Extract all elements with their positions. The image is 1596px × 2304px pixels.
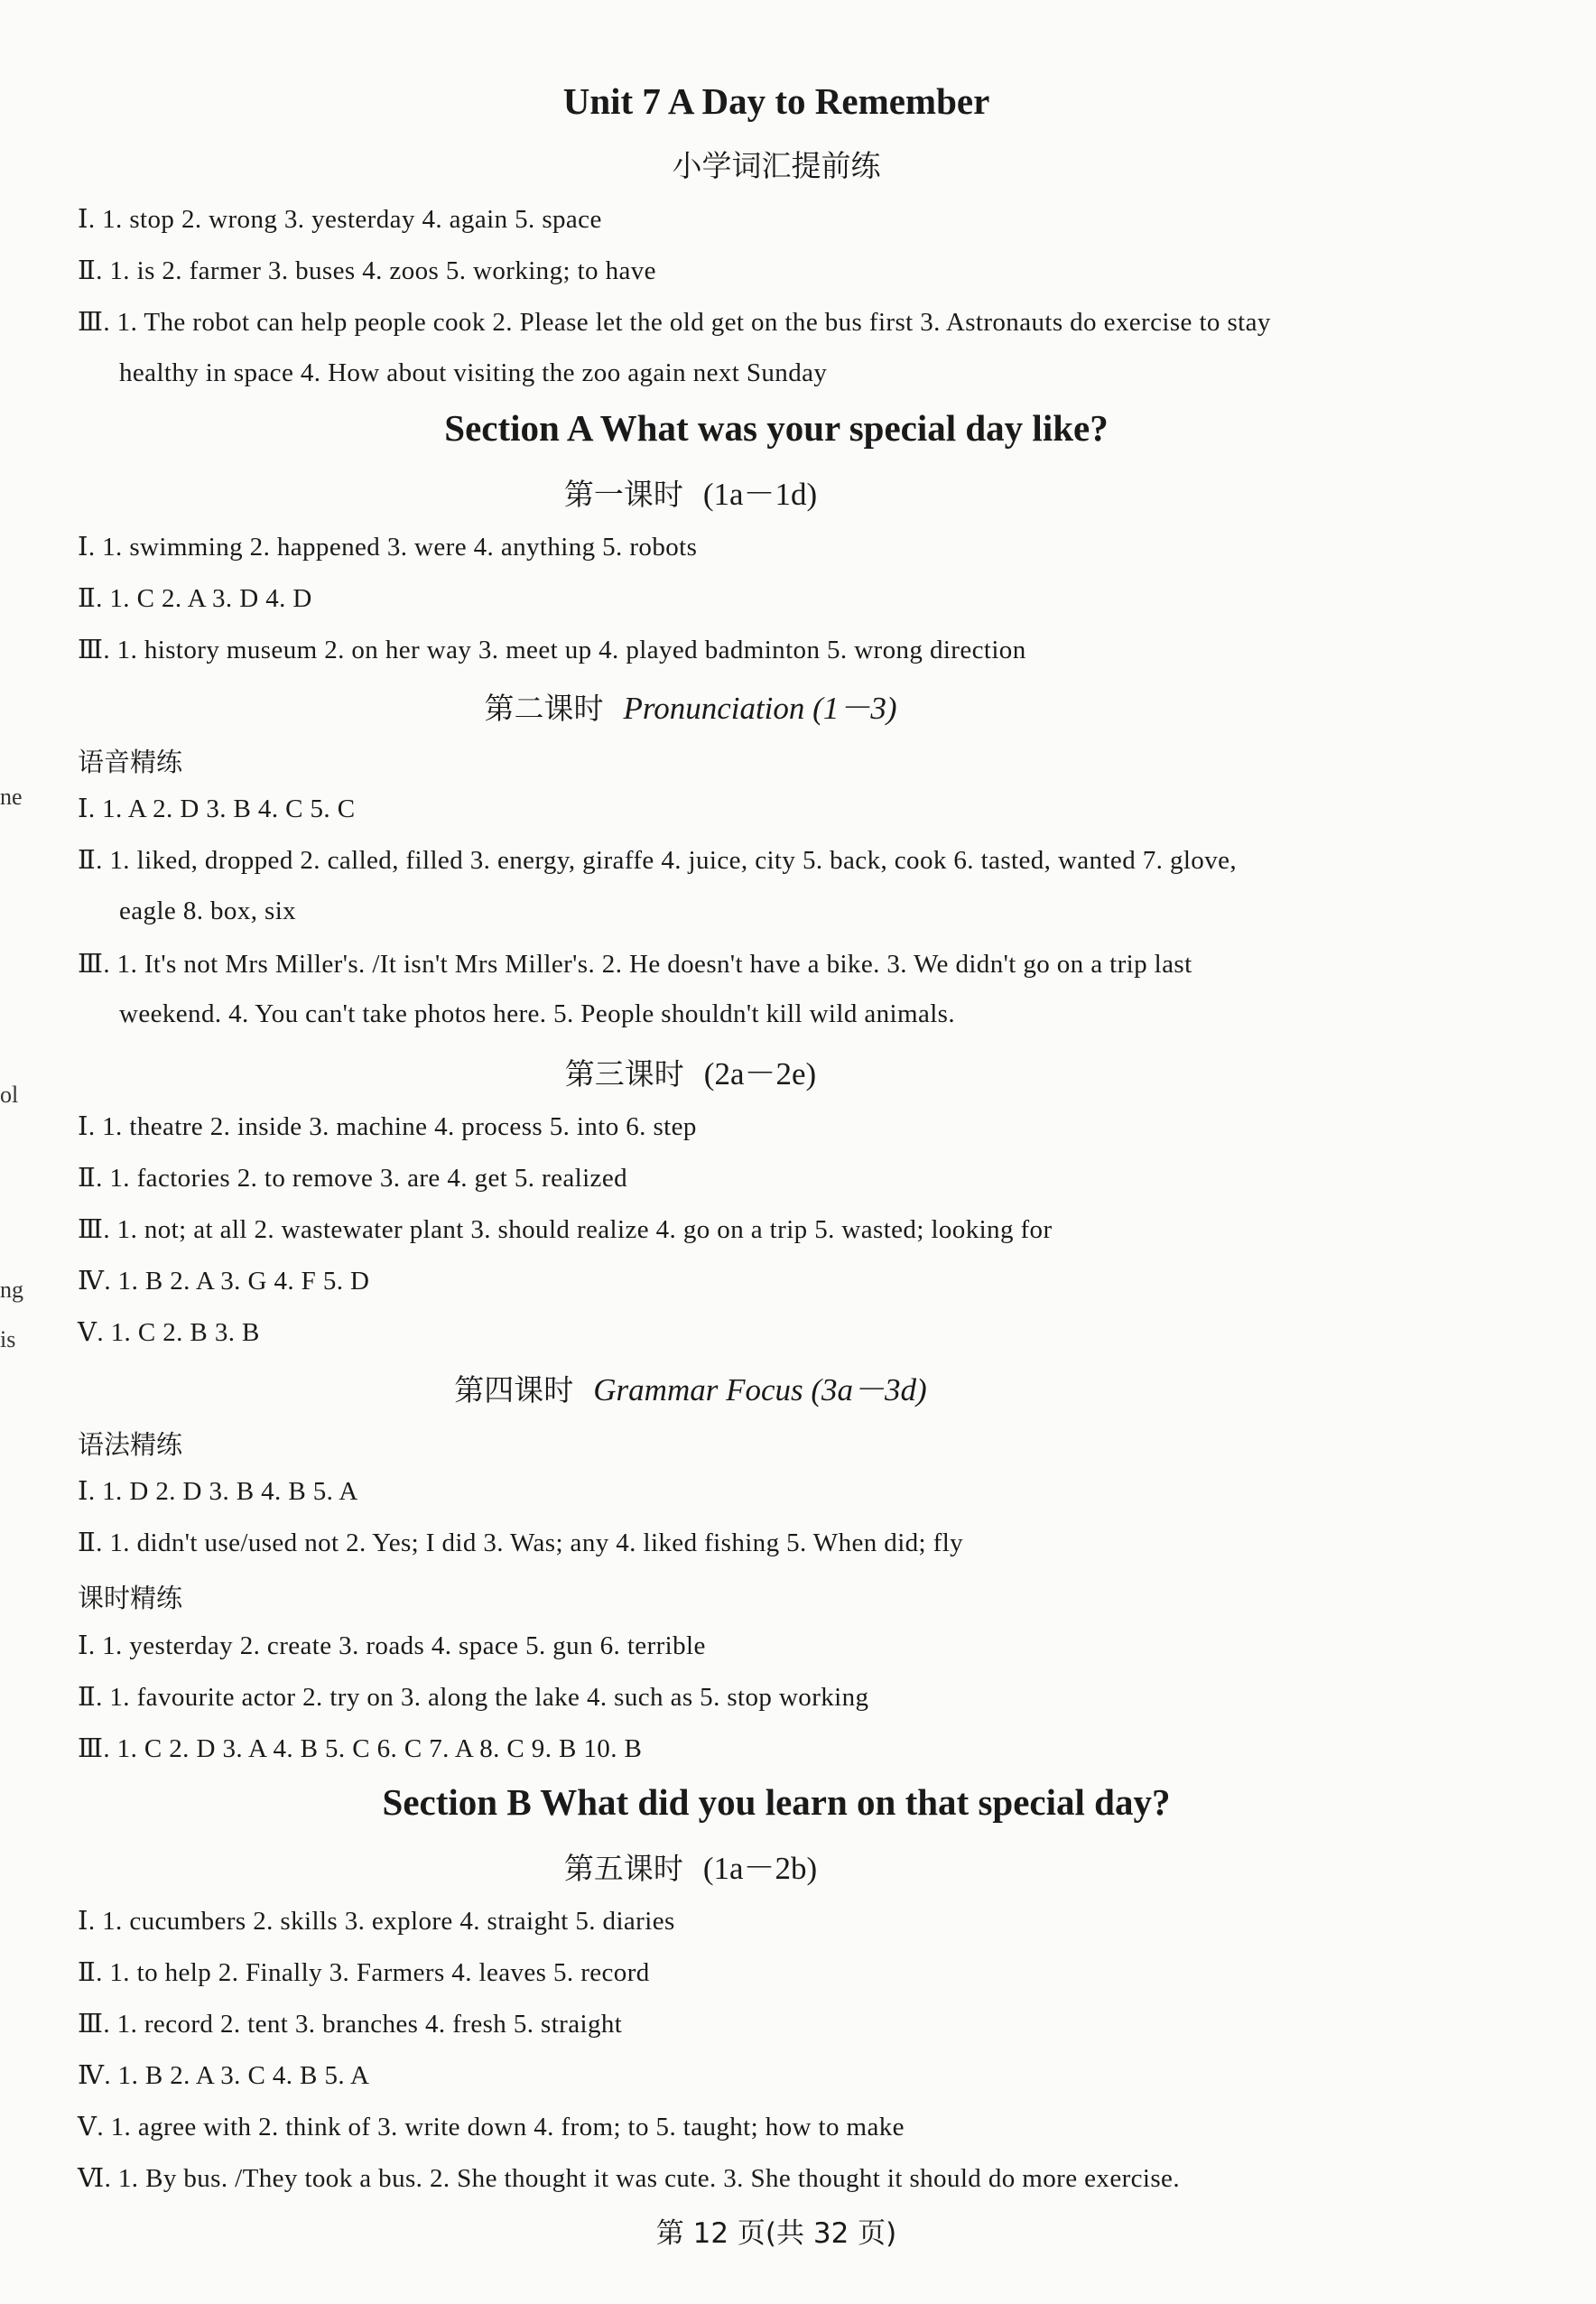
margin-fragment: is — [0, 1326, 16, 1352]
answer-line: Ⅱ. 1. favourite actor 2. try on 3. along the lake 4. such as 5. stop working — [78, 1683, 869, 1712]
lesson-2-heading — [0, 683, 1381, 729]
answer-line: Ⅳ. 1. B 2. A 3. G 4. F 5. D — [78, 1267, 370, 1296]
lesson-4-title: 第四课时 — [454, 1372, 574, 1407]
lesson-4-range: Grammar Focus (3a－3d) — [593, 1372, 927, 1407]
lesson-4-heading — [0, 1365, 1381, 1410]
answer-line: Ⅲ. 1. It's not Mrs Miller's. /It isn't Mrs Miller's. 2. He doesn't have a bike. 3. We didn't go on a trip last — [78, 950, 1192, 979]
margin-fragment: ne — [0, 784, 23, 810]
answer-line: weekend. 4. You can't take photos here. 5. People shouldn't kill wild animals. — [119, 999, 956, 1028]
lesson-2-title: 第二课时 — [484, 691, 604, 726]
answer-line: Ⅲ. 1. record 2. tent 3. branches 4. fresh 5. straight — [78, 2010, 623, 2039]
lesson-1-heading — [0, 469, 1381, 515]
answer-line: Ⅰ. 1. A 2. D 3. B 4. C 5. C — [78, 794, 356, 823]
lesson-1-title: 第一课时 — [563, 477, 683, 512]
answer-line: Ⅰ. 1. theatre 2. inside 3. machine 4. process 5. into 6. step — [78, 1112, 697, 1141]
answer-line: Ⅰ. 1. yesterday 2. create 3. roads 4. space 5. gun 6. terrible — [78, 1631, 706, 1660]
subheading: 语法精练 — [78, 1429, 183, 1460]
unit-subtitle: 小学词汇提前练 — [672, 148, 881, 183]
answer-line: Ⅰ. 1. stop 2. wrong 3. yesterday 4. again 5. space — [78, 205, 602, 234]
lesson-2-range: Pronunciation (1－3) — [623, 691, 897, 726]
answer-line: Ⅳ. 1. B 2. A 3. C 4. B 5. A — [78, 2061, 370, 2090]
unit-title: Unit 7 A Day to Remember — [562, 80, 990, 122]
answer-line: Ⅲ. 1. C 2. D 3. A 4. B 5. C 6. C 7. A 8. C 9. B 10. B — [78, 1734, 643, 1763]
lesson-5-title: 第五课时 — [563, 1851, 683, 1886]
answer-line: Ⅱ. 1. didn't use/used not 2. Yes; I did 3. Was; any 4. liked fishing 5. When did; fly — [78, 1528, 964, 1557]
answer-line: Ⅲ. 1. not; at all 2. wastewater plant 3. should realize 4. go on a trip 5. wasted; looking for — [78, 1215, 1053, 1244]
lesson-3-range: (2a－2e) — [703, 1056, 817, 1092]
lesson-3-heading — [0, 1049, 1381, 1094]
lesson-3-title: 第三课时 — [564, 1056, 684, 1092]
subheading: 语音精练 — [78, 747, 183, 777]
margin-fragment: ng — [0, 1277, 23, 1303]
subheading: 课时精练 — [78, 1583, 183, 1613]
answer-line: Ⅰ. 1. swimming 2. happened 3. were 4. anything 5. robots — [78, 533, 698, 562]
answer-line: eagle 8. box, six — [119, 897, 297, 925]
answer-line: Ⅴ. 1. C 2. B 3. B — [78, 1318, 260, 1347]
answer-line: Ⅰ. 1. D 2. D 3. B 4. B 5. A — [78, 1477, 358, 1506]
answer-line: Ⅱ. 1. liked, dropped 2. called, filled 3. energy, giraffe 4. juice, city 5. back, cook 6. tasted, wanted 7. glove, — [78, 846, 1238, 875]
answer-line: Ⅰ. 1. cucumbers 2. skills 3. explore 4. straight 5. diaries — [78, 1907, 675, 1936]
answer-line: Ⅵ. 1. By bus. /They took a bus. 2. She thought it was cute. 3. She thought it should do more exercise. — [78, 2164, 1180, 2193]
section-a-title: Section A What was your special day like? — [444, 407, 1109, 449]
section-b-title: Section B What did you learn on that special day? — [382, 1781, 1171, 1823]
answer-line: healthy in space 4. How about visiting the zoo again next Sunday — [119, 358, 828, 387]
lesson-1-range: (1a－1d) — [702, 477, 818, 512]
answer-line: Ⅲ. 1. history museum 2. on her way 3. meet up 4. played badminton 5. wrong direction — [78, 636, 1026, 664]
answer-line: Ⅴ. 1. agree with 2. think of 3. write down 4. from; to 5. taught; how to make — [78, 2113, 905, 2141]
answer-line: Ⅱ. 1. is 2. farmer 3. buses 4. zoos 5. working; to have — [78, 256, 656, 285]
answer-line: Ⅲ. 1. The robot can help people cook 2. Please let the old get on the bus first 3. Astronauts do exercise to stay — [78, 308, 1271, 337]
page-number: 第 12 页(共 32 页) — [655, 2217, 897, 2250]
answer-line: Ⅱ. 1. C 2. A 3. D 4. D — [78, 584, 312, 613]
lesson-5-range: (1a－2b) — [702, 1851, 818, 1886]
answer-line: Ⅱ. 1. factories 2. to remove 3. are 4. get 5. realized — [78, 1164, 627, 1193]
answer-line: Ⅱ. 1. to help 2. Finally 3. Farmers 4. leaves 5. record — [78, 1958, 650, 1987]
margin-fragment: ol — [0, 1082, 19, 1108]
lesson-5-heading — [0, 1844, 1381, 1889]
